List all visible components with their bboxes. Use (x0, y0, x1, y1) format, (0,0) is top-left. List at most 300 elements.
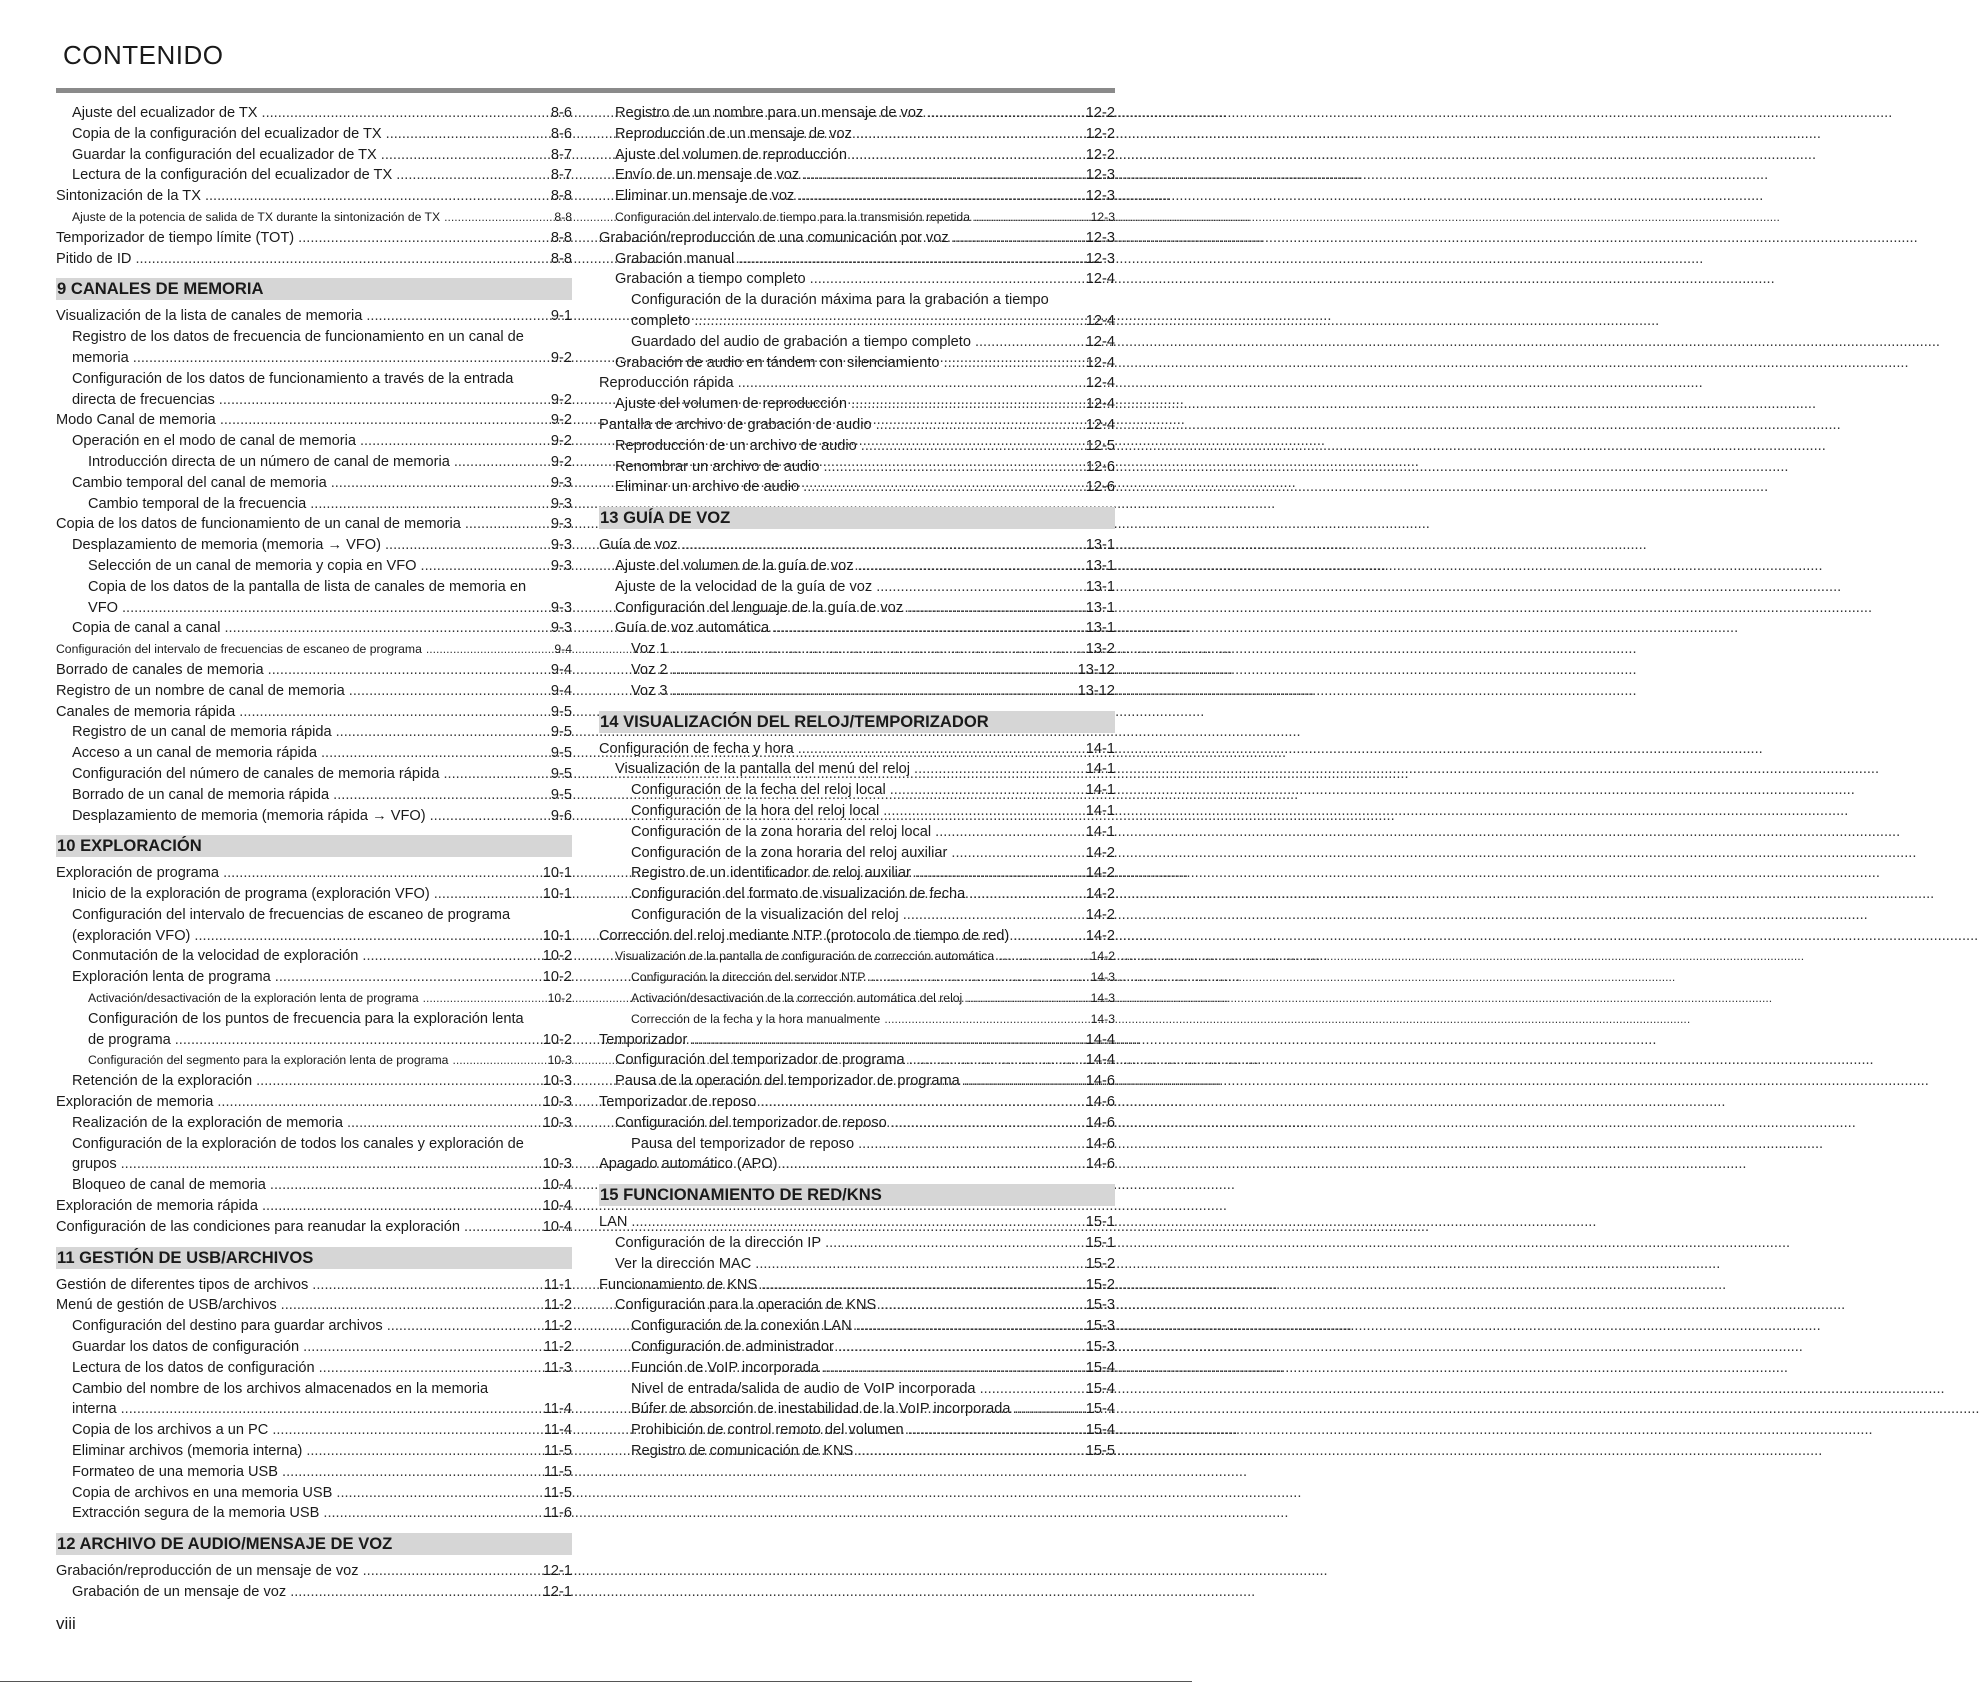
toc-page-ref: 13-1 (1085, 620, 1115, 637)
toc-entry[interactable] (599, 165, 1115, 186)
toc-page-ref: 8-8 (550, 250, 572, 267)
toc-entry[interactable] (599, 801, 1115, 822)
toc-entry[interactable] (56, 186, 572, 207)
toc-entry[interactable] (599, 1009, 1115, 1030)
toc-entry-title: Configuración del número de canales de memoria rápida (72, 765, 440, 782)
toc-entry[interactable] (56, 806, 572, 827)
toc-entry[interactable] (56, 1462, 572, 1483)
dot-leader (904, 1420, 1086, 1441)
toc-entry[interactable] (599, 269, 1115, 290)
toc-page-ref: 14-6 (1085, 1094, 1115, 1111)
toc-entry[interactable] (599, 988, 1115, 1009)
toc-entry[interactable] (56, 431, 572, 452)
toc-entry[interactable] (56, 702, 572, 723)
toc-page-ref: 9-2 (550, 412, 572, 429)
toc-entry[interactable] (56, 1113, 572, 1134)
toc-entry[interactable] (56, 905, 572, 947)
toc-entry[interactable] (56, 514, 572, 535)
toc-page-ref: 10-3 (542, 1156, 572, 1173)
toc-page-ref: 14-2 (1085, 906, 1115, 923)
dot-leader (976, 1379, 1086, 1400)
toc-entry[interactable] (599, 618, 1115, 639)
dot-leader (356, 431, 551, 452)
toc-entry-title: Registro de comunicación de KNS (631, 1443, 854, 1460)
dot-leader (854, 556, 1086, 577)
toc-entry[interactable] (56, 1582, 572, 1603)
dot-leader (965, 884, 1086, 905)
toc-entry[interactable] (56, 1503, 572, 1524)
toc-entry-title: Registro de un identificador de reloj auxiliar (631, 865, 911, 882)
dot-leader (799, 477, 1086, 498)
dot-leader (201, 186, 551, 207)
toc-page-ref: 12-2 (1085, 146, 1115, 163)
toc-page-ref: 12-4 (1085, 333, 1115, 350)
toc-entry-title: Nivel de entrada/salida de audio de VoIP incorporada (631, 1380, 976, 1397)
toc-entry[interactable] (56, 884, 572, 905)
toc-entry[interactable] (599, 598, 1115, 619)
section-heading: 9 CANALES DE MEMORIA (56, 278, 572, 300)
toc-entry-title: Cambio temporal del canal de memoria (72, 474, 327, 491)
toc-page-ref: 14-2 (1085, 865, 1115, 882)
toc-page-ref: 9-3 (550, 474, 572, 491)
toc-left-column (56, 103, 572, 1603)
toc-page-ref: 9-3 (550, 599, 572, 616)
page-number: viii (56, 1614, 76, 1633)
toc-entry-title: Cambio del nombre de los archivos almacenados en la memoria (72, 1380, 489, 1397)
toc-entry-title: Copia de los datos de funcionamiento de un canal de memoria (56, 516, 461, 533)
toc-entry[interactable] (56, 1134, 572, 1176)
dot-leader (847, 394, 1086, 415)
toc-entry[interactable] (599, 1134, 1115, 1155)
toc-entry-title: Grabación de audio en tándem con silenciamiento (615, 354, 940, 371)
toc-page-ref: 9-1 (550, 308, 572, 325)
toc-page-ref: 9-5 (550, 786, 572, 803)
toc-page-ref: 12-3 (1085, 188, 1115, 205)
toc-entry[interactable] (599, 1071, 1115, 1092)
toc-page-ref: 12-4 (1085, 416, 1115, 433)
toc-page-ref: 14-2 (1090, 949, 1115, 964)
toc-entry-title: Configuración del segmento para la exploración lenta de programa (88, 1053, 449, 1068)
toc-entry[interactable] (56, 556, 572, 577)
toc-entry[interactable] (599, 207, 1115, 228)
dot-leader (777, 1154, 1085, 1175)
toc-entry[interactable] (599, 1295, 1115, 1316)
toc-entry[interactable] (599, 1050, 1115, 1071)
dot-leader (627, 1212, 1085, 1233)
toc-page-ref: 15-2 (1085, 1255, 1115, 1272)
toc-entry[interactable] (599, 660, 1115, 681)
toc-entry[interactable] (56, 1196, 572, 1217)
toc-page-ref: 9-2 (550, 433, 572, 450)
toc-entry[interactable] (56, 1009, 572, 1051)
dot-leader (668, 639, 1086, 660)
toc-entry[interactable] (599, 535, 1115, 556)
dot-leader (872, 577, 1086, 598)
toc-page-ref: 10-3 (542, 1114, 572, 1131)
dot-leader (450, 452, 551, 473)
toc-entry-title: Operación en el modo de canal de memoria (72, 433, 356, 450)
toc-entry[interactable] (599, 926, 1115, 947)
toc-entry[interactable] (599, 103, 1115, 124)
toc-entry[interactable] (599, 1337, 1115, 1358)
toc-entry-title: Configuración de la conexión LAN (631, 1318, 852, 1335)
toc-page-ref: 12-3 (1090, 209, 1115, 224)
toc-entry[interactable] (56, 410, 572, 431)
toc-entry-title: Grabación a tiempo completo (615, 271, 806, 288)
toc-entry[interactable] (56, 967, 572, 988)
toc-entry-title: Voz 1 (631, 641, 668, 658)
toc-entry-title: Registro de un nombre para un mensaje de voz (615, 105, 924, 121)
toc-entry-title: Pitido de ID (56, 250, 132, 267)
toc-entry-title: Registro de los datos de frecuencia de funcionamiento en un canal de (72, 329, 524, 346)
toc-entry[interactable] (599, 477, 1115, 498)
toc-entry-title: Exploración de memoria rápida (56, 1198, 258, 1215)
toc-entry[interactable] (56, 1337, 572, 1358)
toc-entry[interactable] (599, 780, 1115, 801)
toc-entry[interactable] (56, 1275, 572, 1296)
toc-entry[interactable] (599, 249, 1115, 270)
toc-entry-title: Extracción segura de la memoria USB (72, 1505, 320, 1522)
toc-entry[interactable] (599, 556, 1115, 577)
toc-entry[interactable] (56, 452, 572, 473)
dot-leader (306, 494, 551, 515)
toc-page-ref: 9-3 (550, 620, 572, 637)
toc-entry[interactable] (599, 394, 1115, 415)
dot-leader (847, 145, 1086, 166)
toc-page-ref: 14-1 (1085, 761, 1115, 778)
toc-entry[interactable] (599, 1154, 1115, 1175)
toc-entry-title: Exploración de memoria (56, 1094, 214, 1111)
toc-entry-title: Conmutación de la velocidad de exploración (72, 948, 359, 965)
toc-entry-title: Selección de un canal de memoria y copia en VFO (88, 557, 417, 574)
toc-page-ref: 13-12 (1077, 661, 1115, 678)
section-heading: 10 EXPLORACIÓN (56, 835, 572, 857)
toc-entry-title: LAN (599, 1214, 628, 1231)
dot-leader (266, 1175, 543, 1196)
toc-page-ref: 9-5 (550, 724, 572, 741)
dot-leader (876, 1295, 1086, 1316)
toc-entry-title: Configuración del temporizador de reposo (615, 1114, 887, 1131)
toc-entry[interactable] (56, 327, 572, 369)
toc-page-ref: 13-12 (1077, 682, 1115, 699)
toc-page-ref: 10-4 (542, 1177, 572, 1194)
toc-entry[interactable] (56, 1175, 572, 1196)
toc-entry[interactable] (599, 681, 1115, 702)
toc-entry[interactable] (56, 946, 572, 967)
toc-entry[interactable] (599, 946, 1115, 967)
toc-page-ref: 8-8 (554, 209, 572, 224)
section-heading: 11 GESTIÓN DE USB/ARCHIVOS (56, 1247, 572, 1269)
toc-entry[interactable] (599, 1420, 1115, 1441)
toc-entry[interactable] (599, 436, 1115, 457)
toc-entry[interactable] (599, 145, 1115, 166)
dot-leader (931, 822, 1086, 843)
toc-page-ref: 8-7 (550, 146, 572, 163)
toc-entry-title: Renombrar un archivo de audio (615, 458, 820, 475)
toc-entry-title: Registro de un canal de memoria rápida (72, 724, 332, 741)
toc-entry-title: Búfer de absorción de inestabilidad de la VoIP incorporada (631, 1401, 1011, 1418)
dot-leader (1010, 1399, 1085, 1420)
dot-leader (417, 556, 551, 577)
toc-page-ref: 14-1 (1085, 823, 1115, 840)
toc-entry-title: Guardar la configuración del ecualizador de TX (72, 146, 377, 163)
toc-entry[interactable] (599, 332, 1115, 353)
toc-entry[interactable] (599, 373, 1115, 394)
toc-entry-title: Ajuste del ecualizador de TX (72, 105, 258, 121)
toc-entry[interactable] (599, 822, 1115, 843)
toc-entry[interactable] (599, 1316, 1115, 1337)
toc-page-ref: 11-5 (543, 1463, 572, 1480)
toc-entry[interactable] (599, 1441, 1115, 1462)
toc-page-ref: 11-2 (543, 1297, 572, 1314)
dot-leader (962, 988, 1090, 1009)
toc-entry-title: Visualización de la lista de canales de memoria (56, 308, 363, 325)
toc-entry[interactable] (56, 249, 572, 270)
toc-entry-title: Grabación/reproducción de un mensaje de voz (56, 1563, 359, 1580)
toc-entry-title: Activación/desactivación de la corrección automática del reloj (631, 991, 963, 1006)
dot-leader (886, 780, 1086, 801)
toc-entry-title-continued: interna (72, 1401, 117, 1418)
toc-page-ref: 12-6 (1085, 458, 1115, 475)
dot-leader (440, 764, 551, 785)
dot-leader (949, 228, 1086, 249)
dot-leader (294, 228, 551, 249)
toc-entry-title: Formateo de una memoria USB (72, 1463, 279, 1480)
toc-page-ref: 15-1 (1085, 1214, 1115, 1231)
toc-entry[interactable] (599, 739, 1115, 760)
toc-entry[interactable] (56, 618, 572, 639)
toc-entry-title: Grabación manual (615, 250, 735, 267)
toc-entry[interactable] (599, 186, 1115, 207)
toc-entry-title: Envío de un mensaje de voz (615, 167, 800, 184)
dot-leader (734, 373, 1086, 394)
dot-leader (756, 1092, 1085, 1113)
toc-entry[interactable] (56, 722, 572, 743)
dot-leader (190, 926, 542, 947)
toc-entry[interactable] (599, 905, 1115, 926)
toc-entry[interactable] (599, 1275, 1115, 1296)
toc-entry-title: Voz 3 (631, 682, 668, 699)
toc-page-ref: 8-6 (550, 105, 572, 121)
toc-entry[interactable] (56, 103, 572, 124)
toc-page-ref: 14-6 (1085, 1135, 1115, 1152)
toc-entry[interactable] (56, 785, 572, 806)
toc-entry[interactable] (56, 681, 572, 702)
toc-page-ref: 9-4 (554, 642, 572, 657)
toc-entry[interactable] (56, 369, 572, 411)
toc-entry-title: Temporizador de reposo (599, 1094, 757, 1111)
toc-entry[interactable] (56, 1316, 572, 1337)
toc-page-ref: 11-2 (543, 1318, 572, 1335)
toc-entry[interactable] (56, 1050, 572, 1071)
toc-entry-title: Apagado automático (APO) (599, 1156, 778, 1173)
toc-entry-title: Prohibición de control remoto del volumen (631, 1422, 904, 1439)
dot-leader (1009, 926, 1086, 947)
dot-leader (678, 535, 1086, 556)
toc-entry[interactable] (56, 165, 572, 186)
toc-entry[interactable] (599, 124, 1115, 145)
toc-entry-title: Lectura de la configuración del ecualizador de TX (72, 167, 393, 184)
toc-entry[interactable] (599, 577, 1115, 598)
toc-entry[interactable] (56, 473, 572, 494)
dot-leader (117, 1399, 544, 1420)
toc-entry[interactable] (599, 884, 1115, 905)
toc-entry[interactable] (56, 535, 572, 556)
toc-entry-title: Reproducción de un mensaje de voz (615, 125, 852, 142)
toc-entry[interactable] (599, 639, 1115, 660)
toc-entry-title: Configuración de la zona horaria del reloj auxiliar (631, 844, 948, 861)
toc-entry-title: Visualización de la pantalla del menú del reloj (615, 761, 911, 778)
toc-page-ref: 14-4 (1085, 1052, 1115, 1069)
toc-page-ref: 12-2 (1085, 105, 1115, 121)
toc-entry-title: Guía de voz automática (615, 620, 770, 637)
dot-leader (332, 722, 551, 743)
toc-entry[interactable] (56, 145, 572, 166)
toc-entry[interactable] (56, 207, 572, 228)
toc-entry[interactable] (56, 1071, 572, 1092)
toc-page-ref: 11-4 (543, 1422, 572, 1439)
toc-entry[interactable] (56, 494, 572, 515)
toc-page-ref: 15-3 (1085, 1339, 1115, 1356)
toc-entry[interactable] (56, 1561, 572, 1582)
dot-leader (865, 967, 1090, 988)
toc-entry-title-continued: directa de frecuencias (72, 391, 215, 408)
toc-page-ref: 11-2 (543, 1339, 572, 1356)
dot-leader (382, 124, 551, 145)
toc-page-ref: 13-1 (1085, 537, 1115, 554)
toc-entry[interactable] (56, 988, 572, 1009)
toc-entry-title: Configuración de la duración máxima para la grabación a tiempo (631, 292, 1049, 309)
toc-entry[interactable] (56, 764, 572, 785)
toc-page-ref: 11-5 (543, 1484, 572, 1501)
toc-entry[interactable] (599, 1233, 1115, 1254)
dot-leader (264, 660, 551, 681)
toc-entry-title: Corrección del reloj mediante NTP (protocolo de tiempo de red) (599, 927, 1010, 944)
toc-entry[interactable] (599, 353, 1115, 374)
toc-page-ref: 14-2 (1085, 927, 1115, 944)
dot-leader (806, 269, 1086, 290)
dot-leader (299, 1337, 544, 1358)
toc-page-ref: 10-4 (542, 1198, 572, 1215)
toc-entry-title: Configuración del intervalo de tiempo para la transmisión repetida (615, 209, 970, 224)
toc-entry[interactable] (599, 759, 1115, 780)
toc-page-ref: 11-4 (543, 1401, 572, 1418)
toc-entry[interactable] (599, 1399, 1115, 1420)
toc-page-ref: 10-4 (542, 1218, 572, 1235)
toc-entry-title: Voz 2 (631, 661, 668, 678)
toc-page-ref: 9-4 (550, 661, 572, 678)
toc-entry[interactable] (56, 1483, 572, 1504)
toc-entry-title: Modo Canal de memoria (56, 412, 216, 429)
dot-leader (687, 1030, 1085, 1051)
toc-entry[interactable] (599, 863, 1115, 884)
toc-page-ref: 14-2 (1085, 886, 1115, 903)
toc-entry[interactable] (599, 1212, 1115, 1233)
toc-entry-title-continued: memoria (72, 349, 129, 366)
toc-page-ref: 9-2 (550, 349, 572, 366)
toc-entry[interactable] (56, 306, 572, 327)
toc-right-column (599, 103, 1115, 1462)
toc-entry-title: Visualización de la pantalla de configuración de corrección automática (615, 949, 995, 964)
dot-leader (377, 145, 551, 166)
toc-entry[interactable] (599, 1254, 1115, 1275)
toc-entry-title: Grabación/reproducción de una comunicación por voz (599, 229, 949, 246)
toc-entry-title: Pausa de la operación del temporizador de programa (615, 1073, 960, 1090)
toc-entry[interactable] (599, 1379, 1115, 1400)
dot-leader (131, 249, 550, 270)
toc-entry[interactable] (599, 1358, 1115, 1379)
toc-entry[interactable] (56, 743, 572, 764)
dot-leader (430, 884, 543, 905)
dot-leader (994, 946, 1090, 967)
dot-leader (887, 1113, 1086, 1134)
dot-leader (852, 1316, 1086, 1337)
toc-entry-title: Corrección de la fecha y la hora manualmente (631, 1011, 881, 1026)
toc-entry[interactable] (56, 1092, 572, 1113)
toc-entry-title: Inicio de la exploración de programa (exploración VFO) (72, 886, 430, 903)
toc-entry[interactable] (599, 228, 1115, 249)
toc-entry[interactable] (599, 967, 1115, 988)
toc-entry-title: Copia de los archivos a un PC (72, 1422, 269, 1439)
toc-entry[interactable] (56, 124, 572, 145)
toc-entry-title: Grabación de un mensaje de voz (72, 1584, 287, 1600)
section-heading: 12 ARCHIVO DE AUDIO/MENSAJE DE VOZ (56, 1533, 572, 1555)
toc-entry[interactable] (56, 863, 572, 884)
toc-entry[interactable] (56, 1420, 572, 1441)
toc-entry[interactable] (599, 415, 1115, 436)
toc-page-ref: 9-5 (550, 765, 572, 782)
dot-leader (903, 598, 1086, 619)
toc-page-ref: 12-3 (1085, 250, 1115, 267)
toc-entry[interactable] (599, 457, 1115, 478)
toc-entry[interactable] (56, 1295, 572, 1316)
toc-page-ref: 15-4 (1085, 1359, 1115, 1376)
dot-leader (359, 1561, 543, 1582)
toc-entry[interactable] (56, 228, 572, 249)
toc-page-ref: 13-1 (1085, 557, 1115, 574)
dot-leader (215, 390, 551, 411)
toc-entry[interactable] (599, 1113, 1115, 1134)
dot-leader (899, 905, 1086, 926)
toc-entry[interactable] (56, 639, 572, 660)
toc-entry[interactable] (599, 843, 1115, 864)
dot-leader (235, 702, 551, 723)
toc-page-ref: 9-6 (550, 807, 572, 824)
toc-entry[interactable] (599, 290, 1115, 332)
dot-leader (690, 311, 1086, 332)
dot-leader (461, 514, 551, 535)
dot-leader (332, 1483, 543, 1504)
toc-entry-title: Ver la dirección MAC (615, 1255, 752, 1272)
toc-entry-title: Configuración de la fecha del reloj local (631, 782, 886, 799)
toc-entry[interactable] (56, 1358, 572, 1379)
toc-entry[interactable] (599, 1030, 1115, 1051)
toc-entry[interactable] (56, 577, 572, 619)
dot-leader (905, 1050, 1086, 1071)
toc-entry-title: Reproducción de un archivo de audio (615, 437, 857, 454)
section-heading: 13 GUÍA DE VOZ (599, 507, 1115, 529)
toc-page-ref: 14-6 (1085, 1114, 1115, 1131)
toc-entry[interactable] (56, 1379, 572, 1421)
toc-entry[interactable] (56, 1441, 572, 1462)
toc-entry[interactable] (599, 1092, 1115, 1113)
toc-entry[interactable] (56, 1217, 572, 1238)
dot-leader (794, 186, 1086, 207)
toc-entry[interactable] (56, 660, 572, 681)
dot-leader (286, 1582, 543, 1603)
dot-leader (854, 1134, 1086, 1155)
section-heading: 15 FUNCIONAMIENTO DE RED/KNS (599, 1184, 1115, 1206)
